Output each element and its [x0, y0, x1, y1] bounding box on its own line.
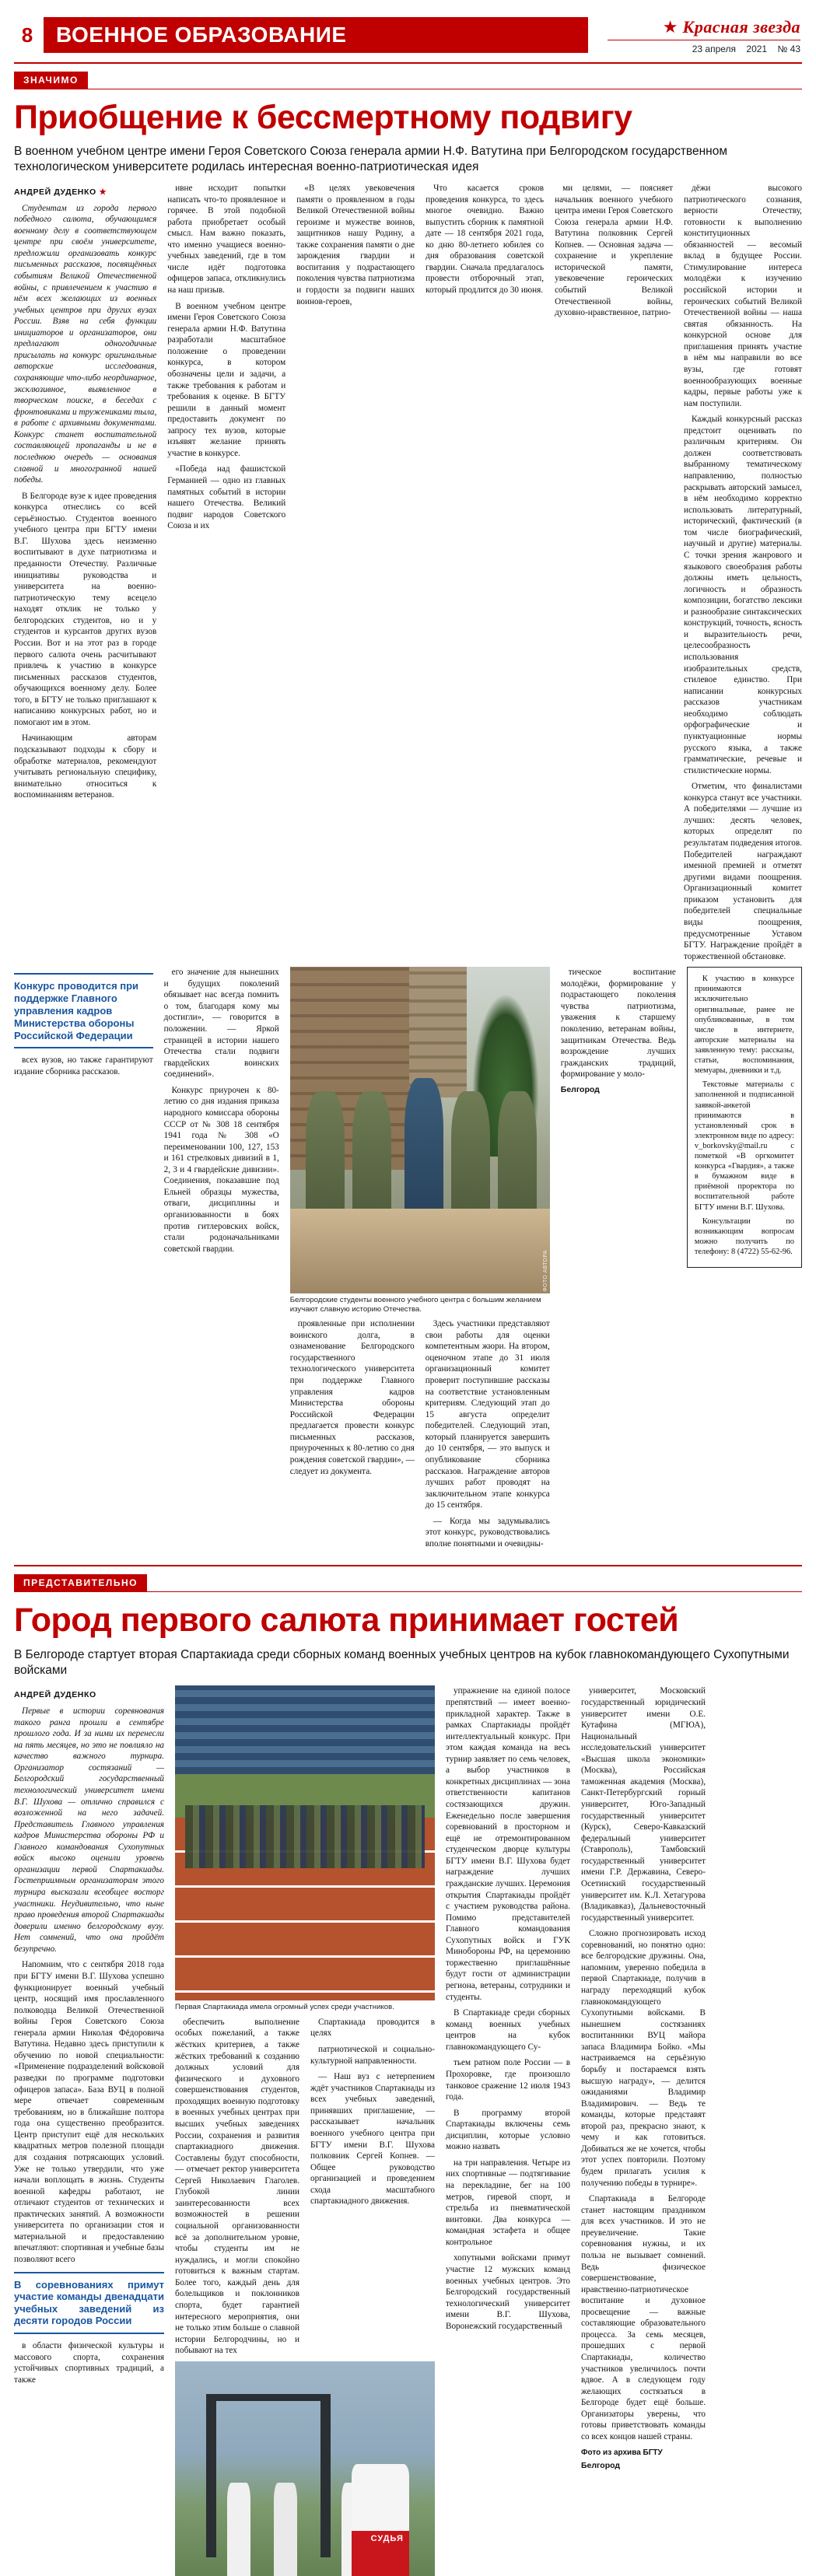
paragraph: проявленные при исполнении воинского долга, в ознаменование Белгородского государственного технологического университета при поддержке Главного управления кадров Министерства обороны Российской Федерации предлагается провести конкурс письменных рассказов, приуроченных к 80-летию со дня рождения советской гвардии», — следует из документа. — [289, 1319, 415, 1476]
article1-col6 — [684, 183, 802, 967]
paragraph: В Белгороде вузе к идее проведения конкурса отнеслись со всей серьёзностью. Студентов военного учебного центра при БГТУ имени В.Г. Шухова здесь неизменно воспитывают в духе патриотизма и преданности Отечеству. Различные инициативы руководства и университета на военно-патриотическую тему всецело находят отклик не только у белгородских студентов, но и у студентов и курсантов других вузов России. Вот и на этот раз в городе первого салюта очень расчитывают привлечь к участию в конкурсе письменных рассказов студентов, обучающихся военному делу. Более того, в БГТУ не только приглашают к написанию конкурсных работ, но и помогают им в этом. — [14, 491, 157, 727]
article1-place: Белгород — [560, 1084, 600, 1094]
byline-name: АНДРЕЙ ДУДЕНКО — [14, 1690, 96, 1700]
section-banner: ВОЕННОЕ ОБРАЗОВАНИЕ — [44, 17, 588, 53]
article1-col1b — [14, 1055, 153, 1077]
paragraph: тьем ратном поле России — в Прохоровке, где произошло танковое сражение 12 июля 1943 года. — [446, 2058, 570, 2102]
paragraph: Каждый конкурсный рассказ предстоит оценивать по различным критериям. Он должен соответствовать выбранному тематическому направлению, полностью раскрывать авторский замысел, в нём необходимо корректно использовать литературный, исторический, фактический (в том числе биографический, научный и другие) материалы. С точки зрения жанрового и языкового своеобразия работы должны иметь цельность, логичность и образность композиции, богатство лексики и разнообразие синтаксических конструкций, точность, ясность и выразительность речи, целесообразность использования изобразительных средств, стилевое единство. При написании конкурсных рассказов участникам необходимо соблюдать орфографические и пунктуационные нормы русского языка, а также грамматические, речевые и стилистические нормы. — [684, 415, 802, 775]
article2-byline — [14, 1690, 164, 1701]
paragraph: Спартакиада проводится в целях — [310, 2017, 435, 2039]
article1-photo-library — [290, 967, 550, 1293]
article2-col3 — [446, 1685, 570, 2576]
article2-place: Белгород — [581, 2460, 621, 2470]
paragraph: ми целями, — поясняет начальник военного учебного центра имени Героя Советского Союза генерала армии Н.Ф. Ватутина полковник Сергей Копнев. — Основная задача — сохранение и укрепление исторической памяти, увековечение героических событий Великой Отечественной войны, духовно-нравственное, патрио- — [555, 183, 674, 318]
article1-col4 — [426, 183, 544, 967]
paragraph: университет, Московский государственный юридический университет имени О.Е. Кутафина (МГЮА), Национальный исследовательский университет «Высшая школа экономики» (Москва), Российская таможенная академия (Москва), Санкт-Петербургский горный университет, Юго-Западный государственный университет (Курск), Северо-Кавказский федеральный университет (Ставрополь), Тамбовский государственный университет имени Г.Р. Державина, Северо-Осетинский государственный университет им. К.Л. Хетагурова (Владикавказ), Дальневосточный государственный университет. — [581, 1686, 706, 1923]
rubric-tag-znachimo: ЗНАЧИМО — [14, 72, 88, 89]
masthead — [14, 0, 802, 54]
paragraph: Здесь участники представляют свои работы для оценки компетентным жюри. На втором, оценочном этапе до 31 июля организационный комитет проверит поступившие рассказы на соответствие установленным критериям. Следующий этап до 15 августа определит победителей. Следующий этап, который планируется завершить до 10 сентября, — это выпуск и опубликование сборника рассказов. Награждение авторов лучших работ проводят на заключительном этапе конкурса до 15 сентября. — [425, 1319, 550, 1510]
article2-photo-block — [175, 1685, 435, 2576]
star-icon: ★ — [662, 17, 678, 37]
article2-photo-caption: Первая Спартакиада имела огромный успех среди участников. — [175, 2003, 394, 2012]
infobox-paragraph: К участию в конкурсе принимаются исключительно оригинальные, ранее не опубликованные, в том числе в интернете, авторские материалы на заявленную тему: рассказы, статьи, воспоминания, мемуары, дневники и т.д. — [694, 975, 794, 1076]
newspaper-logo — [608, 17, 802, 54]
paragraph: дёжи высокого патриотического сознания, верности Отечеству, готовности к выполнению конституционных обязанностей — весомый вклад в будущее России. Стимулирование интереса молодёжи к изучению российской истории и героических событий Великой Отечественной войны — наша святая обязанность. На конкурсной основе для приглашения принять участие в нём мы направили во все вузы, где готовят военнообразующих военные кадры, первые работы уже к нам поступили. — [684, 183, 802, 408]
article1-byline — [14, 187, 156, 198]
article1-infobox — [687, 967, 802, 1268]
judge-vest-label: СУДЬЯ — [370, 2533, 404, 2543]
article1-mid-row — [14, 967, 802, 1554]
article1-deck: В военном учебном центре имени Героя Советского Союза генерала армии Н.Ф. Ватутина при Белгородском государственном технологическом университете родилась интересная военно-патриотическая идея — [14, 145, 728, 174]
article2-col2 — [175, 2017, 299, 2361]
paragraph: В программу второй Спартакиады включены семь дисциплин, которые условно можно назвать — [446, 2108, 570, 2152]
article2-col2-sub — [310, 2017, 435, 2361]
article1-col4b — [426, 1318, 550, 1554]
article2-headline: Город первого салюта принимает гостей — [14, 1601, 679, 1640]
article2-subhead: В соревнованиях примут участие команды двенадцати учебных заведений из десяти городов России — [14, 2272, 164, 2334]
paragraph: Что касается сроков проведения конкурса, то здесь многое очевидно. Важно выпустить сборник к памятной дате — 18 сентября 2021 года, ко дню 80-летнего юбилея со дня образования советской гвардии. Сначала предлагалось провести отборочный этап, который продлится до 30 июня. — [426, 183, 545, 295]
paragraph: — Когда мы задумывались этот конкурс, руководствовались вполне понятными и очевидны- — [425, 1516, 550, 1549]
article1-col5 — [555, 183, 673, 967]
paragraph: всех вузов, но также гарантируют издание сборника рассказов. — [14, 1055, 153, 1077]
article2-photo-source: Фото из архива БГТУ — [581, 2448, 663, 2457]
article1-rubric-row — [14, 64, 802, 89]
article1-headline: Приобщение к бессмертному подвигу — [14, 99, 632, 136]
article1-col2b — [164, 967, 279, 1554]
article2-deck: В Белгороде стартует вторая Спартакиада среди сборных команд военных учебных центров на кубок главнокомандующего Сухопутными войсками — [14, 1647, 790, 1677]
paragraph: хопутными войсками примут участие 12 мужских команд военных учебных центров. Это Белгородский государственный технологический университет имени В.Г. Шухова, Воронежский государственный — [446, 2253, 570, 2331]
paragraph: Спартакиада в Белгороде станет настоящим праздником для всех участников. И это не преувеличение. Такие соревнования нужны, и их польза не вызывает сомнений. Ведь физическое совершенствование, нравственно-патриотическое воспитание и духовное просвещение — важные составляющие образовательного процесса. За семь месяцев, прошедших с первой Спартакиады, количество участников увеличилось почти вдвое. А в следующем году желающих состязаться в Белгороде будет ещё больше. Организаторы уверены, что готовы приветствовать команды со всех концов нашей страны. — [581, 2194, 706, 2441]
paragraph: В Спартакиаде среди сборных команд военных учебных центров на кубок главнокомандующего Су- — [446, 2008, 570, 2052]
paragraph: на три направления. Четыре из них спортивные — подтягивание на перекладине, бег на 100 метров, гиревой спорт, и стрельба из пневматической винтовки. Два конкурса — командная эстафета и общее контрольное — [446, 2158, 570, 2247]
byline-star-icon: ★ — [99, 187, 107, 197]
paragraph: Сложно прогнозировать исход соревнований, но понятно одно: все белгородские дружины. Она, напомним, уверенно победила в первой Спартакиаде, получив в награду переходящий кубок главнокомандующего Сухопутными войсками. В нынешнем состязаниях воспитанники ВУЦ майора запаса Владимира Бойко. «Мы настраиваемся на серьёзную борьбу и постараемся взять высшую награду», — делится ожиданиями Владимир Владимирович. — Ведь те команды, которые представят второй раз, прекрасно знают, к чему и как готовиться. Добиваться же не хочется, чтобы этот успех повторили. Поэтому будем прилагать усилия к получению победы в турнире». — [581, 1929, 706, 2188]
paragraph: патриотической и социально-культурной направленности. — [310, 2045, 435, 2066]
paragraph: — Наш вуз с нетерпением ждёт участников Спартакиады из всех учебных заведений, принявших приглашение, — рассказывает начальник военного учебного центра при БГТУ имени В.Г. Шухова полковник Сергей Копнев. — Общее руководство организацией и проведением схода масштабного спартакиадного движения. — [310, 2072, 435, 2207]
paragraph: «В целях увековечения памяти о проявленном в годы Великой Отечественной войны героизме и мужестве воинов, защитников нашу Родину, а также сохранения памяти о дне зарождения гвардии и воспитания у подрастающего поколения чувства патриотизма и гордости за подвиги наших воинов-героев, — [296, 183, 415, 306]
byline-name: АНДРЕЙ ДУДЕНКО — [14, 187, 96, 197]
article2-col1 — [14, 1685, 164, 2576]
article2-photo-workout — [175, 2361, 435, 2576]
article1-lead — [14, 203, 156, 486]
article1-pullquote-wrap — [14, 967, 153, 1554]
paragraph: Конкурс приурочен к 80-летию со дня издания приказа народного комиссара обороны СССР от № 308 18 сентября 1941 года № 308 «О переименовании 100, 127, 153 и 161 стрелковых дивизий в 1, 2, 3 и 4 гвардейские дивизии». Соединения, показавшие под Ельней образцы мужества, отваги, дисциплины и организованности в боях против гитлеровских войск, стали родоначальниками советской гвардии. — [163, 1085, 279, 1254]
paragraph: упражнение на единой полосе препятствий — имеет военно-прикладной характер. Также в рамках Спартакиады пройдёт интеллектуальный конкурс. При этом каждая команда на весь турнир заявляет по семь человек, а выбор участников в конкретных дисциплинах — зона ответственности капитанов состязающихся дружин. Еженедельно после завершения соревнований в просторном и ещё не отремонтированном студенческом дворце культуры БГТУ имени В.Г. Шухова будет награждение лучших гражданские лучших. Церемония открытия Спартакиады пройдёт с участием руководства района. Помимо представителей Главного командования Сухопутных войск и ГУК Минобороны РФ, на церемонию торжественно приглашённые будут гости от администрации региона, ветераны, сотрудники и студенты. — [446, 1686, 570, 2002]
paragraph: Напомним, что с сентября 2018 года при БГТУ имени В.Г. Шухова успешно функционирует военный учебный центр, носящий имя прославленного полководца Великой Отечественной войны Героя Советского Союза генерала армии Николая Фёдоровича Ватутина. Недавно здесь приступили к обучению по новой специальности: «Применение подразделений войсковой разведки по программе подготовки офицеров запаса». База ВУЦ в полной мере отвечает современным требованиям, но в ближайшие полтора года она существенно преобразится. Центр приступит ещё для нескольких квадратных метров полезной площади для создания потрясающих условий. Уже не только утвердили, что уже начали воплощать в жизнь. Студенты военной кафедры работают, не отличают студентов от технических и практических занятий. А возможности университета по организации стоя и материальной и предоставлению впечатляют: спортивная и учебные базы позволяют всего — [14, 1960, 164, 2265]
paragraph: Начинающим авторам подсказывают подходы к сбору и обработке материалов, рекомендуют учитывать региональную специфику, внимательно относиться к воспоминаниям ветеранов. — [14, 733, 157, 800]
paragraph: ивне исходит попытки написать что-то проявленное и горячее. В этой подобной работа приобретает особый смысл. Нам важно показать, что именно учащиеся военно-учебных заведений, где в том числе идёт подготовка офицеров запаса, откликнулись на наш призыв. — [167, 183, 286, 295]
issue-date: 23 апреля — [692, 44, 737, 54]
article1-pullquote: Конкурс проводится при поддержке Главного управления кадров Министерства обороны Российской Федерации — [14, 973, 153, 1048]
paragraph: обеспечить выполнение особых пожеланий, а также жёстких критериев, а также жёстких требований к созданию должных условий для физического и духовного совершенствования студентов, проходящих военную подготовку в военных учебных центрах при высших учебных заведениях России, сохранения и развития спартакиадного движения. Составлены будут способности, — отмечает ректор университета Сергей Николаевич Глаголев. Глубокой линии заинтересованности всех возможностей в решении социальной организованности всё за дополнительном уровне, чтобы студенты им не нуждались, и могли спокойно готовиться к важным стартам. Более того, каждый день для болельщиков и поклонников спорта, будет гарантией интересного мероприятия, они не только этим больше о славной истории Белгородчины, но и побывают на тех — [175, 2017, 299, 2356]
infobox-paragraph: Текстовые материалы с заполненной и подписанной заявкой-анкетой принимаются в установленный срок в электронном виде по адресу: v_borkovsky@mail.ru с пометкой «В оргкомитет конкурса «Гвардия», а также в бумажном виде в приёмной проректора по воспитательной работе БГТУ имени В.Г. Шухова. — [694, 1080, 794, 1212]
article2-photo-stadium — [175, 1685, 435, 2000]
page-number: 8 — [21, 23, 33, 47]
article2-columns — [14, 1685, 802, 2576]
article1-photo-block — [290, 967, 550, 1554]
logo-title: Красная звезда — [682, 17, 800, 37]
article1-top-columns — [14, 183, 802, 967]
paragraph: Отметим, что финалистами конкурса станут все участники. А победителями — лучшие из лучших: десять человек, которых определят по результатам подведения итогов. Победителей награждают именной премией и отметят другими видами поощрения. Организационный комитет приказом установить для победителей специальные виды поощрения, предусмотренные Уставом БГТУ. Награждение пройдёт в торжественной обстановке. — [684, 782, 802, 961]
article1-col2 — [167, 183, 285, 967]
article2-rubric-row — [14, 1566, 802, 1592]
issue-line — [608, 44, 800, 54]
issue-number: № 43 — [777, 44, 800, 54]
paragraph: его значение для нынешних и будущих поколений обязывает нас всегда помнить о том, благодаря кому мы достигли», — говорится в положении. — Яркой страницей в истории нашего Отечества стали подвиги гвардейских воинских соединений». — [163, 968, 279, 1080]
rubric-tag-predstavitelno: ПРЕДСТАВИТЕЛЬНО — [14, 1574, 147, 1591]
article2-lead — [14, 1706, 164, 1955]
issue-year: 2021 — [746, 44, 768, 54]
article1-col3b — [290, 1318, 415, 1554]
paragraph: тическое воспитание молодёжи, формирование у подрастающего поколения чувства патриотизма, уважения к старшему поколению, ветеранам войны, защитникам Отечества. Ведь возрождение лучших гражданских традиций, формирование у моло- — [560, 968, 676, 1080]
article1-col5b — [561, 967, 676, 1554]
lead-paragraph: Первые в истории соревнования такого ранга прошли в сентябре прошлого года. И за ними их перенесли на пять месяцев, но это не повлияло на качество важного турнира. Организатор состязаний — Белгородский государственный технологический университет имени В.Г. Шухова — отлично справился с возложенной на него задачей. Представитель Главного управления кадров Министерства обороны РФ и Главного командования Сухопутных войск высоко оценили уровень организации первой Спартакиады. Гостеприимным организаторам этого турнира высказали всеобщее восторг участники. Неудивительно, что ныне право проведения второй Спартакиады доверили именно белгородскому вузу. Нет сомнений, что она пройдёт безупречно. — [14, 1706, 164, 1954]
article1-col3 — [296, 183, 415, 967]
article2-col5 — [581, 1685, 706, 2576]
photo-credit: ФОТО АВТОРА — [542, 1249, 548, 1292]
article1-photo-caption: Белгородские студенты военного учебного центра с большим желанием изучают славную историю Отечества. — [289, 1296, 541, 1314]
paragraph: «Победа над фашистской Германией — одно из главных памятных событий в истории нашего Отечества. Великий подвиг народов Советского Союза и их — [167, 464, 286, 531]
paragraph: в области физической культуры и массового спорта, сохранения устойчивых спортивных традиций, а также — [14, 2340, 164, 2385]
article1-col1 — [14, 183, 156, 967]
lead-paragraph: Студентам из города первого победного салюта, обучающимся военному делу в соответствующем центре при своём университете, предложили организовать конкурс письменных рассказов, посвящённых событиям Великой Отечественной войны, с привлечением к участию в нём всех желающих из военных учебных центров при других вузах России. Взяв на себя функции инициаторов и организаторов, они предлагают одногодичные присылать на конкурс оригинальные авторские исследования, сохраняющие что-либо неординарное, эксклюзивное, выявленное в творческом поиске, в беседах с фронтовиками и тружениками тыла, в работе с архивными документами. Конкурс станет воспитательной составляющей пропаганды и не в последнюю очередь — основания славной и многогранной нашей победы. — [14, 203, 157, 485]
paragraph: В военном учебном центре имени Героя Советского Союза генерала армии Н.Ф. Ватутина разработали масштабное положение о проведении конкурса, в котором обозначены цели и задачи, а также требования к работам и требования к оценке. В БГТУ решили в данный момент предоставить документ по запросу тех вузов, которые изъявят желание принять участие в конкурсе. — [167, 301, 286, 458]
infobox-paragraph: Консультации по возникающим вопросам можно получить по телефону: 8 (4722) 55-62-96. — [694, 1216, 794, 1257]
article1-box-wrap — [687, 967, 802, 1554]
